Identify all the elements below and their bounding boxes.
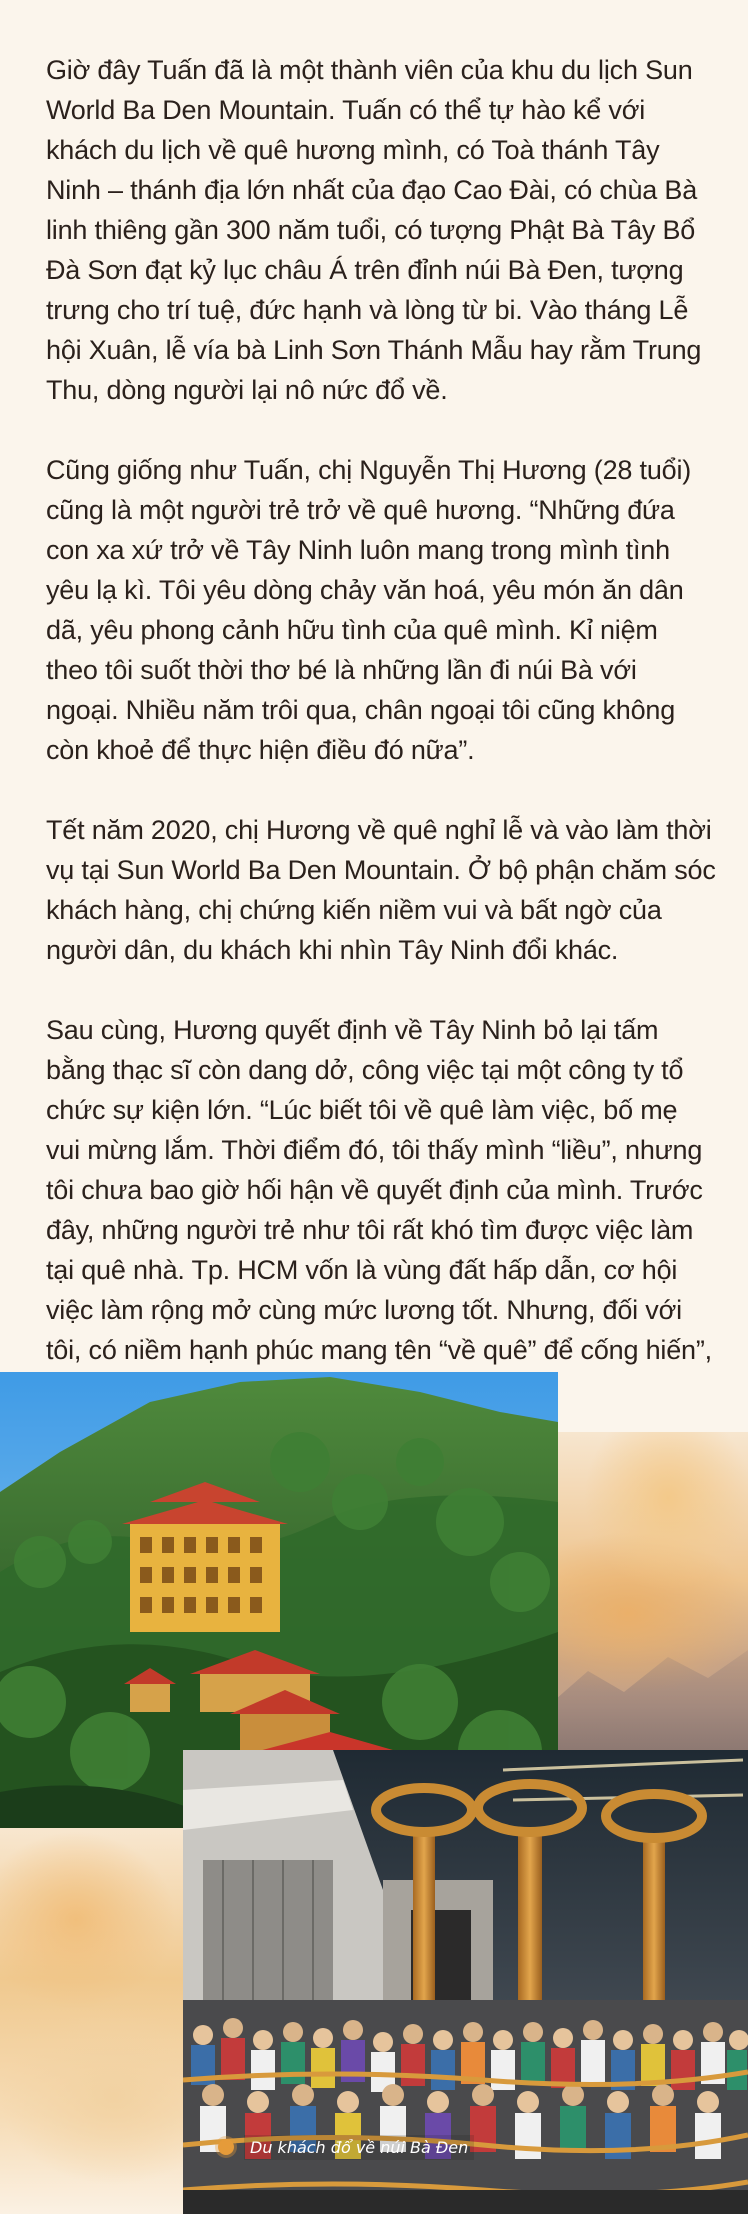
caption-bullet-icon: [218, 2139, 234, 2155]
photo-caption: [218, 2130, 474, 2164]
photo-collage: [0, 1372, 748, 2214]
paragraph-2: Cũng giống như Tuấn, chị Nguyễn Thị Hương (28 tuổi) cũng là một người trẻ trở về quê hương. “Những đứa con xa xứ trở về Tây Ninh luôn mang trong mình tình yêu lạ kì. Tôi yêu dòng chảy văn hoá, yêu món ăn dân dã, yêu phong cảnh hữu tình của quê mình. Kỉ niệm theo tôi suốt thời thơ bé là những lần đi núi Bà với ngoại. Nhiều năm trôi qua, chân ngoại tôi cũng không còn khoẻ để thực hiện điều đó nữa”.: [46, 455, 692, 765]
paragraph-1: Giờ đây Tuấn đã là một thành viên của khu du lịch Sun World Ba Den Mountain. Tuấn có thể tự hào kể với khách du lịch về quê hương mình, có Toà thánh Tây Ninh – thánh địa lớn nhất của đạo Cao Đài, có chùa Bà linh thiêng gần 300 năm tuổi, có tượng Phật Bà Tây Bổ Đà Sơn đạt kỷ lục châu Á trên đỉnh núi Bà Đen, tượng trưng cho trí tuệ, đức hạnh và lòng từ bi. Vào tháng Lễ hội Xuân, lễ vía bà Linh Sơn Thánh Mẫu hay rằm Trung Thu, dòng người lại nô nức đổ về.: [46, 55, 702, 405]
mist-decoration-left: [0, 1822, 190, 2214]
article-body: [46, 50, 716, 1450]
caption-text: Du khách đổ về núi Bà Đen: [244, 2135, 474, 2160]
paragraph-4: Sau cùng, Hương quyết định về Tây Ninh bỏ lại tấm bằng thạc sĩ còn dang dở, công việc tại một công ty tổ chức sự kiện lớn. “Lúc biết tôi về quê làm việc, bố mẹ vui mừng lắm. Thời điểm đó, tôi thấy mình “liều”, nhưng tôi chưa bao giờ hối hận về quyết định của mình. Trước đây, những người trẻ như tôi rất khó tìm được việc làm tại quê nhà. Tp. HCM vốn là vùng đất hấp dẫn, cơ hội việc làm rộng mở cùng mức lương tốt. Nhưng, đối với tôi, có niềm hạnh phúc mang tên “về quê” để cống hiến”,: [46, 1015, 712, 1365]
paragraph-3: Tết năm 2020, chị Hương về quê nghỉ lễ và vào làm thời vụ tại Sun World Ba Den Mountain. Ở bộ phận chăm sóc khách hàng, chị chứng kiến niềm vui và bất ngờ của người dân, du khách khi nhìn Tây Ninh đổi khác.: [46, 815, 716, 965]
